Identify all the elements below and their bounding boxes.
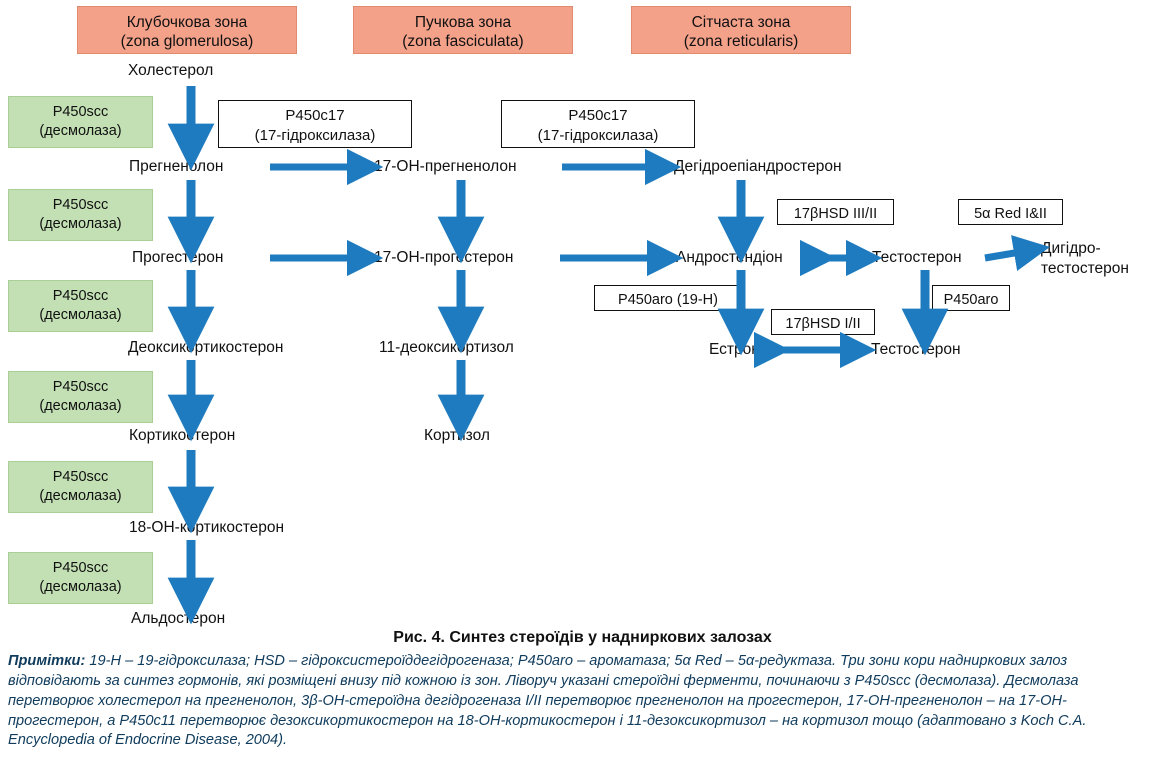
enzyme-box-17bhsd-1-2-label: 17βHSD I/II <box>785 316 861 332</box>
enzyme-box-5a-red-label: 5α Red I&II <box>974 206 1047 222</box>
enzyme-box-p450scc-6-line2: (десмолаза) <box>39 578 122 595</box>
metabolite-cholesterol: Холестерол <box>128 62 214 79</box>
zone-box-glomerulosa-line1: Клубочкова зона <box>126 14 248 31</box>
metabolite-cortisol: Кортизол <box>424 427 490 444</box>
zone-box-fasciculata-line2: (zona fasciculata) <box>402 33 524 51</box>
enzyme-box-p450scc-3-line1: P450scc <box>52 288 109 304</box>
enzyme-box-p450c17-b-line1: P450c17 <box>568 107 628 124</box>
zone-box-glomerulosa-line2: (zona glomerulosa) <box>120 33 254 51</box>
metabolite-deoxycorticosterone: Деоксикортикостерон <box>128 339 284 356</box>
metabolite-androstenedione: Андростендіон <box>676 249 783 266</box>
enzyme-box-p450c17-b-line2: (17-гідроксилаза) <box>537 126 659 144</box>
metabolite-17oh-progesterone: 17-ОН-прогестерон <box>374 249 514 266</box>
enzyme-box-p450c17-a-line1: P450c17 <box>285 107 345 124</box>
enzyme-box-p450scc-4-line1: P450scc <box>52 379 109 395</box>
figure-notes-label: Примітки: <box>8 653 86 669</box>
enzyme-box-p450c17-a-line2: (17-гідроксилаза) <box>254 126 376 144</box>
enzyme-box-p450scc-2-line2: (десмолаза) <box>39 215 122 232</box>
metabolite-dihydrotestosterone-line1: Дигідро- <box>1041 240 1101 257</box>
enzyme-box-p450scc-1-line1: P450scc <box>52 104 109 120</box>
metabolite-11-deoxycortisol: 11-деоксикортизол <box>379 339 514 356</box>
enzyme-box-p450scc-2-line1: P450scc <box>52 197 109 213</box>
enzyme-box-p450scc-5-line1: P450scc <box>52 469 109 485</box>
figure-notes-text: 19-Н – 19-гідроксилаза; HSD – гідроксистероїддегідрогеназа; Р450aro – ароматаза; 5α Red – 5α-редуктаза. Три зони кори надниркових залоз відповідають за синтез гормонів, які розміщені внизу під кожною із зон. Ліворуч указані стероїдні ферменти, починаючи з Р450scc (десмолаза). Десмолаза перетворює холестерол на прегненолон, 3β-ОН-стероїдна дегідрогеназа I/II перетворює прегненолон на прогестерон, 17-ОН-прегненолон – на 17-ОН-прогестерон, а Р450с11 перетворює дезоксикортикостерон на 18-ОН-кортикостерон і 11-дезоксикортизол – на кортизол тощо (адаптовано з Koch C.A. Encyclopedia of Endocrine Disease, 2004). <box>8 653 1087 749</box>
metabolite-18oh-corticosterone: 18-ОН-кортикостерон <box>129 519 285 536</box>
enzyme-box-p450scc-6-line1: P450scc <box>52 560 109 576</box>
metabolite-aldosterone: Альдостерон <box>131 610 226 627</box>
enzyme-box-p450scc-5-line2: (десмолаза) <box>39 487 122 504</box>
metabolite-corticosterone: Кортикостерон <box>129 427 236 444</box>
metabolite-dhea: Дегідроепіандростерон <box>674 158 842 175</box>
metabolite-estrone: Естрон <box>709 341 760 358</box>
metabolite-17oh-pregnenolone: 17-ОН-прегненолон <box>374 158 517 175</box>
enzyme-box-p450scc-3-line2: (десмолаза) <box>39 306 122 323</box>
metabolite-progesterone: Прогестерон <box>132 249 224 266</box>
enzyme-box-p450scc-1-line2: (десмолаза) <box>39 122 122 139</box>
metabolite-pregnenolone: Прегненолон <box>129 158 224 175</box>
metabolite-dihydrotestosterone-line2: тестостерон <box>1041 260 1129 277</box>
figure-notes <box>8 652 1158 751</box>
zone-box-reticularis-line2: (zona reticularis) <box>683 33 799 51</box>
metabolite-testosterone-2: Тестостерон <box>871 341 961 358</box>
zone-box-fasciculata-line1: Пучкова зона <box>414 14 512 31</box>
zone-box-reticularis-line1: Сітчаста зона <box>691 14 791 31</box>
figure-title: Рис. 4. Синтез стероїдів у надниркових залозах <box>393 629 772 646</box>
metabolite-testosterone-1: Тестостерон <box>872 249 962 266</box>
enzyme-box-p450aro-label: P450aro <box>943 292 999 308</box>
enzyme-box-p450scc-4-line2: (десмолаза) <box>39 397 122 414</box>
enzyme-box-17bhsd-3-2-label: 17βHSD III/II <box>793 206 878 222</box>
enzyme-box-p450aro-19h-label: P450aro (19-H) <box>618 292 718 308</box>
